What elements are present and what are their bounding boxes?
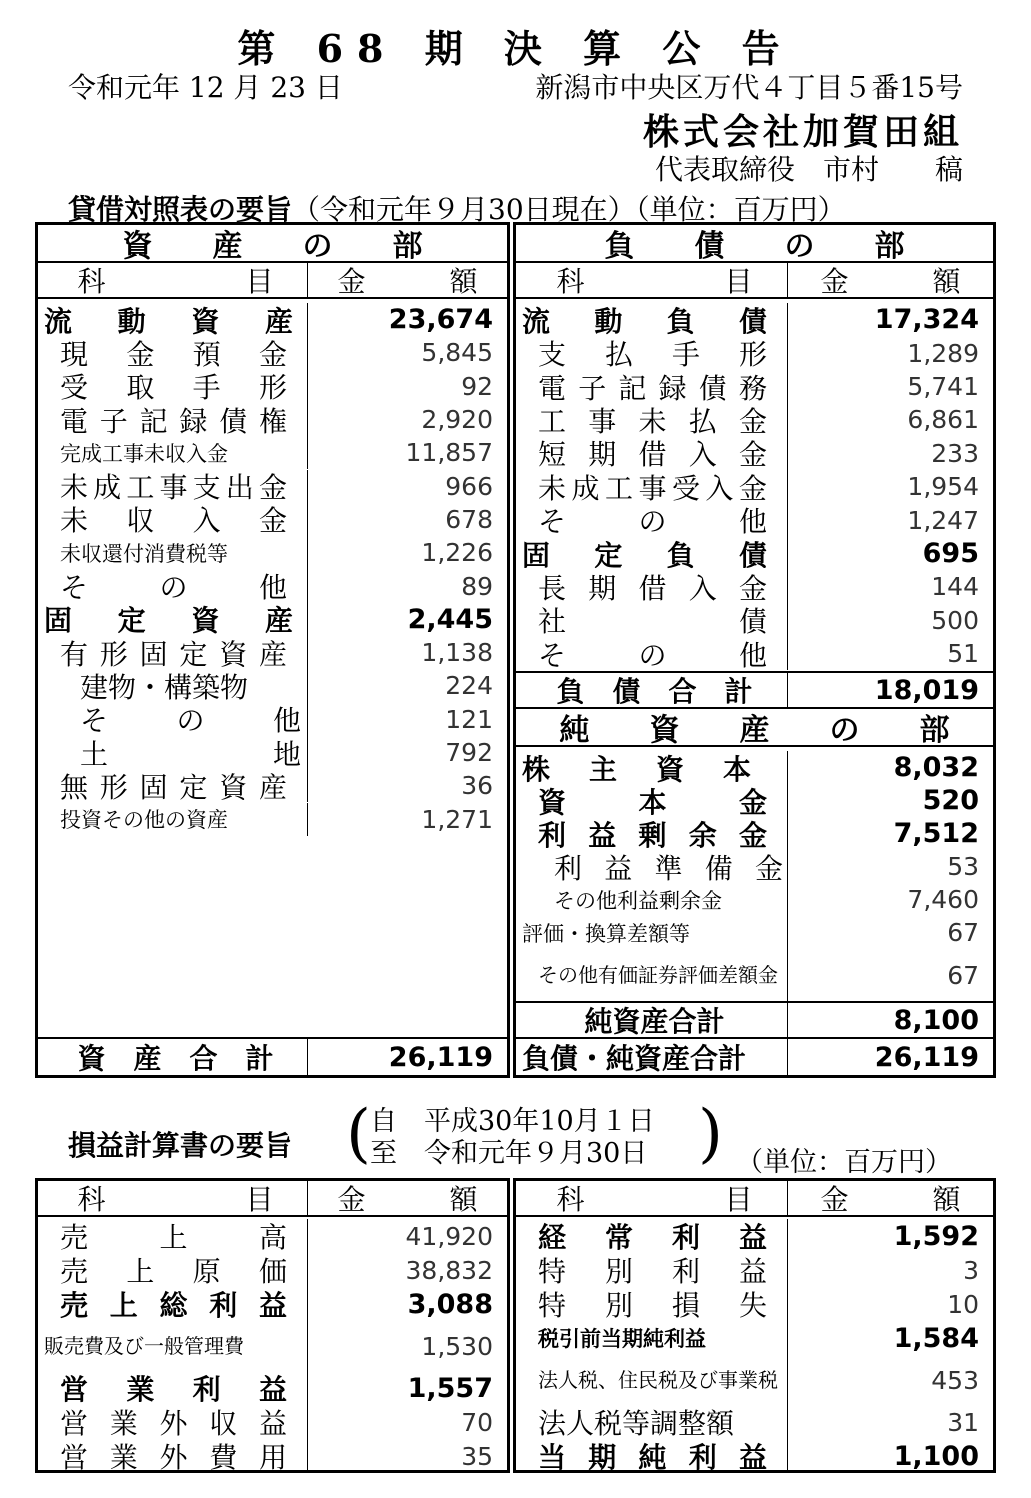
row-label: 利 益 準 備 金 bbox=[554, 851, 783, 883]
row-label: 固 定 負 債 bbox=[522, 538, 767, 571]
table-row bbox=[516, 403, 993, 436]
row-value: 1,100 bbox=[893, 1440, 979, 1472]
row-value: 2,920 bbox=[421, 405, 493, 435]
period-to: 至 令和元年９月30日 bbox=[370, 1138, 648, 1169]
table-row bbox=[516, 883, 993, 916]
row-value: 67 bbox=[947, 960, 979, 990]
row-value: 92 bbox=[461, 371, 493, 401]
table-row bbox=[516, 1321, 993, 1355]
assets-total-value: 26,119 bbox=[388, 1041, 493, 1073]
row-label: 電 子 記 録 債 権 bbox=[60, 404, 287, 437]
row-label: 税引前当期純利益 bbox=[538, 1327, 706, 1351]
income-left-panel bbox=[35, 1178, 510, 1473]
row-label: 長 期 借 入 金 bbox=[538, 571, 767, 604]
col-item: 科 目 bbox=[516, 263, 788, 297]
liab-net-total-label: 負債・純資産合計 bbox=[522, 1042, 747, 1075]
period-from: 自 平成30年10月１日 bbox=[370, 1106, 655, 1137]
table-row bbox=[38, 470, 507, 503]
liabilities-section-header: 負 債 の 部 bbox=[516, 225, 993, 263]
row-label: 販売費及び一般管理費 bbox=[44, 1334, 244, 1358]
row-value: 6,861 bbox=[907, 405, 979, 435]
table-row bbox=[38, 669, 507, 702]
table-row bbox=[38, 769, 507, 802]
row-value: 1,226 bbox=[421, 538, 493, 568]
row-value: 1,138 bbox=[421, 638, 493, 668]
row-label: そ の 他 bbox=[538, 638, 767, 671]
liabilities-total-row bbox=[516, 671, 993, 709]
table-row bbox=[516, 916, 993, 949]
table-row bbox=[516, 303, 993, 336]
income-statement-heading: 損益計算書の要旨 bbox=[68, 1129, 293, 1162]
row-label: 評価・換算差額等 bbox=[522, 921, 690, 946]
row-value: 144 bbox=[931, 572, 979, 602]
table-row bbox=[516, 503, 993, 536]
row-value: 11,857 bbox=[405, 438, 493, 468]
assets-section-header: 資 産 の 部 bbox=[38, 225, 507, 263]
row-label: 流 動 負 債 bbox=[522, 304, 767, 337]
row-value: 1,584 bbox=[893, 1322, 979, 1354]
table-row bbox=[38, 436, 507, 469]
table-row bbox=[38, 603, 507, 636]
row-label: 受 取 手 形 bbox=[60, 371, 287, 403]
row-label: 完成工事未収入金 bbox=[60, 441, 228, 466]
row-label: 特 別 損 失 bbox=[538, 1289, 767, 1321]
row-label: 未 成 工 事 受 入 金 bbox=[538, 471, 767, 504]
representative: 代表取締役 市村 稿 bbox=[654, 153, 963, 186]
row-label: 営 業 外 収 益 bbox=[60, 1407, 287, 1439]
row-value: 17,324 bbox=[874, 304, 979, 336]
col-item: 科 目 bbox=[38, 263, 308, 297]
liabilities-total-value: 18,019 bbox=[874, 674, 979, 706]
row-value: 10 bbox=[947, 1289, 979, 1319]
table-row bbox=[38, 1287, 507, 1321]
row-value: 36 bbox=[461, 771, 493, 801]
table-row bbox=[38, 503, 507, 536]
row-label: 売 上 原 価 bbox=[60, 1255, 287, 1287]
row-value: 5,741 bbox=[907, 371, 979, 401]
row-label: 電 子 記 録 債 務 bbox=[538, 371, 767, 404]
row-value: 520 bbox=[922, 785, 979, 816]
table-row bbox=[516, 470, 993, 503]
balance-sheet-title: 貸借対照表の要旨 bbox=[68, 193, 293, 226]
table-row bbox=[516, 1287, 993, 1321]
balance-sheet-note: （令和元年９月30日現在）（単位：百万円） bbox=[292, 193, 846, 226]
table-row bbox=[516, 570, 993, 603]
income-left-column-header bbox=[38, 1181, 507, 1217]
row-value: 3 bbox=[963, 1255, 979, 1285]
row-value: 695 bbox=[922, 537, 979, 569]
net-assets-total-row bbox=[516, 1001, 993, 1039]
row-value: 67 bbox=[947, 918, 979, 947]
income-right-panel bbox=[513, 1178, 996, 1473]
row-label: 社 債 bbox=[538, 605, 767, 637]
row-label: 無 形 固 定 資 産 bbox=[60, 770, 287, 803]
row-value: 966 bbox=[445, 471, 493, 501]
net-assets-section-header: 純 資 産 の 部 bbox=[516, 709, 993, 747]
row-label: 短 期 借 入 金 bbox=[538, 438, 767, 470]
row-label: 現 金 預 金 bbox=[60, 337, 287, 370]
liab-net-total-row bbox=[516, 1039, 993, 1075]
row-value: 35 bbox=[461, 1441, 493, 1471]
table-row bbox=[516, 751, 993, 784]
row-label: その他利益剰余金 bbox=[554, 888, 722, 913]
row-value: 500 bbox=[931, 605, 979, 635]
income-right-column-header bbox=[516, 1181, 993, 1217]
table-row bbox=[516, 637, 993, 670]
row-label: 営 業 利 益 bbox=[60, 1373, 287, 1405]
col-amount: 金 額 bbox=[337, 1183, 478, 1216]
row-value: 678 bbox=[445, 504, 493, 534]
row-label: 流 動 資 産 bbox=[44, 304, 293, 337]
company-name: 株式会社加賀田組 bbox=[642, 111, 963, 153]
row-value: 5,845 bbox=[421, 338, 493, 368]
table-row bbox=[516, 336, 993, 369]
row-label: 資 本 金 bbox=[538, 785, 767, 817]
row-label: 売 上 高 bbox=[60, 1221, 287, 1253]
row-value: 1,271 bbox=[421, 804, 493, 834]
row-value: 1,954 bbox=[907, 472, 979, 502]
table-row bbox=[38, 370, 507, 403]
row-label: 未 成 工 事 支 出 金 bbox=[60, 471, 287, 503]
table-row bbox=[38, 569, 507, 602]
liabilities-panel bbox=[513, 222, 996, 1078]
table-row bbox=[38, 1253, 507, 1287]
row-value: 121 bbox=[445, 704, 493, 734]
table-row bbox=[516, 949, 993, 1001]
liab-net-total-value: 26,119 bbox=[874, 1041, 979, 1073]
table-row bbox=[516, 1355, 993, 1405]
income-unit: （単位：百万円） bbox=[736, 1147, 952, 1178]
liabilities-column-header bbox=[516, 263, 993, 299]
row-label: 法人税、住民税及び事業税 bbox=[538, 1368, 778, 1392]
row-value: 38,832 bbox=[405, 1255, 493, 1285]
row-label: そ の 他 bbox=[80, 704, 301, 736]
assets-column-header bbox=[38, 263, 507, 299]
row-value: 7,512 bbox=[893, 818, 979, 849]
col-item: 科 目 bbox=[516, 1181, 788, 1215]
table-row bbox=[516, 604, 993, 637]
assets-total-label: 資 産 合 計 bbox=[77, 1042, 274, 1075]
row-value: 7,460 bbox=[907, 885, 979, 914]
table-row bbox=[38, 536, 507, 569]
table-row bbox=[516, 817, 993, 850]
row-label: 利 益 剰 余 金 bbox=[538, 818, 767, 850]
row-label: 工 事 未 払 金 bbox=[538, 404, 767, 437]
row-value: 1,289 bbox=[907, 338, 979, 368]
row-label: 建物・構築物 bbox=[80, 670, 249, 703]
row-label: 特 別 利 益 bbox=[538, 1255, 767, 1287]
table-row bbox=[516, 537, 993, 570]
row-label: 土 地 bbox=[80, 737, 301, 770]
row-label: 当 期 純 利 益 bbox=[538, 1441, 767, 1473]
table-row bbox=[38, 403, 507, 436]
table-row bbox=[516, 1405, 993, 1439]
table-row bbox=[38, 1321, 507, 1371]
table-row bbox=[516, 370, 993, 403]
table-row bbox=[516, 1253, 993, 1287]
row-label: 投資その他の資産 bbox=[60, 808, 228, 833]
row-value: 89 bbox=[461, 571, 493, 601]
row-label: 未収還付消費税等 bbox=[60, 541, 228, 566]
table-row bbox=[38, 736, 507, 769]
row-label: 支 払 手 形 bbox=[538, 338, 767, 370]
row-label: 有 形 固 定 資 産 bbox=[60, 637, 287, 670]
table-row bbox=[38, 636, 507, 669]
table-row bbox=[516, 1219, 993, 1253]
row-label: 売 上 総 利 益 bbox=[60, 1289, 287, 1321]
row-value: 2,445 bbox=[407, 603, 493, 635]
row-value: 1,247 bbox=[907, 505, 979, 535]
table-row bbox=[516, 1439, 993, 1473]
row-label: その他有価証券評価差額金 bbox=[538, 963, 778, 987]
row-value: 41,920 bbox=[405, 1221, 493, 1251]
bracket-open-icon: ( bbox=[346, 1097, 371, 1171]
company-address: 新潟市中央区万代４丁目５番15号 bbox=[535, 71, 963, 104]
row-value: 1,592 bbox=[893, 1220, 979, 1252]
table-row bbox=[516, 437, 993, 470]
row-label: 営 業 外 費 用 bbox=[60, 1441, 287, 1473]
row-label: そ の 他 bbox=[538, 505, 767, 537]
table-row bbox=[38, 1405, 507, 1439]
table-row bbox=[38, 803, 507, 836]
assets-panel bbox=[35, 222, 510, 1078]
row-value: 23,674 bbox=[388, 304, 493, 336]
table-row bbox=[38, 1439, 507, 1473]
col-item: 科 目 bbox=[38, 1181, 308, 1215]
row-value: 3,088 bbox=[407, 1288, 493, 1320]
row-label: 未 収 入 金 bbox=[60, 504, 287, 537]
row-value: 224 bbox=[445, 671, 493, 701]
row-value: 453 bbox=[931, 1365, 979, 1395]
col-amount: 金 額 bbox=[820, 1183, 961, 1216]
row-value: 1,557 bbox=[407, 1372, 493, 1404]
row-label: 法人税等調整額 bbox=[538, 1407, 735, 1439]
col-amount: 金 額 bbox=[337, 265, 478, 298]
row-value: 233 bbox=[931, 438, 979, 468]
table-row bbox=[516, 784, 993, 817]
table-row bbox=[38, 336, 507, 369]
table-row bbox=[516, 850, 993, 883]
row-value: 792 bbox=[445, 738, 493, 768]
net-assets-total-label: 純資産合計 bbox=[584, 1005, 725, 1037]
col-amount: 金 額 bbox=[820, 265, 961, 298]
row-label: 固 定 資 産 bbox=[44, 604, 293, 636]
bracket-close-icon: ) bbox=[698, 1097, 723, 1171]
row-label: 株 主 資 本 bbox=[522, 752, 751, 784]
table-row bbox=[38, 303, 507, 336]
row-value: 8,032 bbox=[893, 752, 979, 783]
announcement-date: 令和元年 12 月 23 日 bbox=[68, 71, 343, 104]
net-assets-total-value: 8,100 bbox=[893, 1004, 979, 1036]
row-label: そ の 他 bbox=[60, 571, 287, 603]
row-value: 70 bbox=[461, 1407, 493, 1437]
row-label: 経 常 利 益 bbox=[538, 1221, 767, 1253]
assets-total-row bbox=[38, 1037, 507, 1075]
row-value: 1,530 bbox=[421, 1331, 493, 1361]
row-value: 53 bbox=[947, 852, 979, 881]
liabilities-total-label: 負 債 合 計 bbox=[556, 675, 753, 707]
row-value: 31 bbox=[947, 1407, 979, 1437]
table-row bbox=[38, 1371, 507, 1405]
row-value: 51 bbox=[947, 639, 979, 669]
page-title: 第 68 期 決 算 公 告 bbox=[237, 26, 794, 71]
table-row bbox=[38, 1219, 507, 1253]
table-row bbox=[38, 703, 507, 736]
income-period bbox=[346, 1097, 723, 1171]
